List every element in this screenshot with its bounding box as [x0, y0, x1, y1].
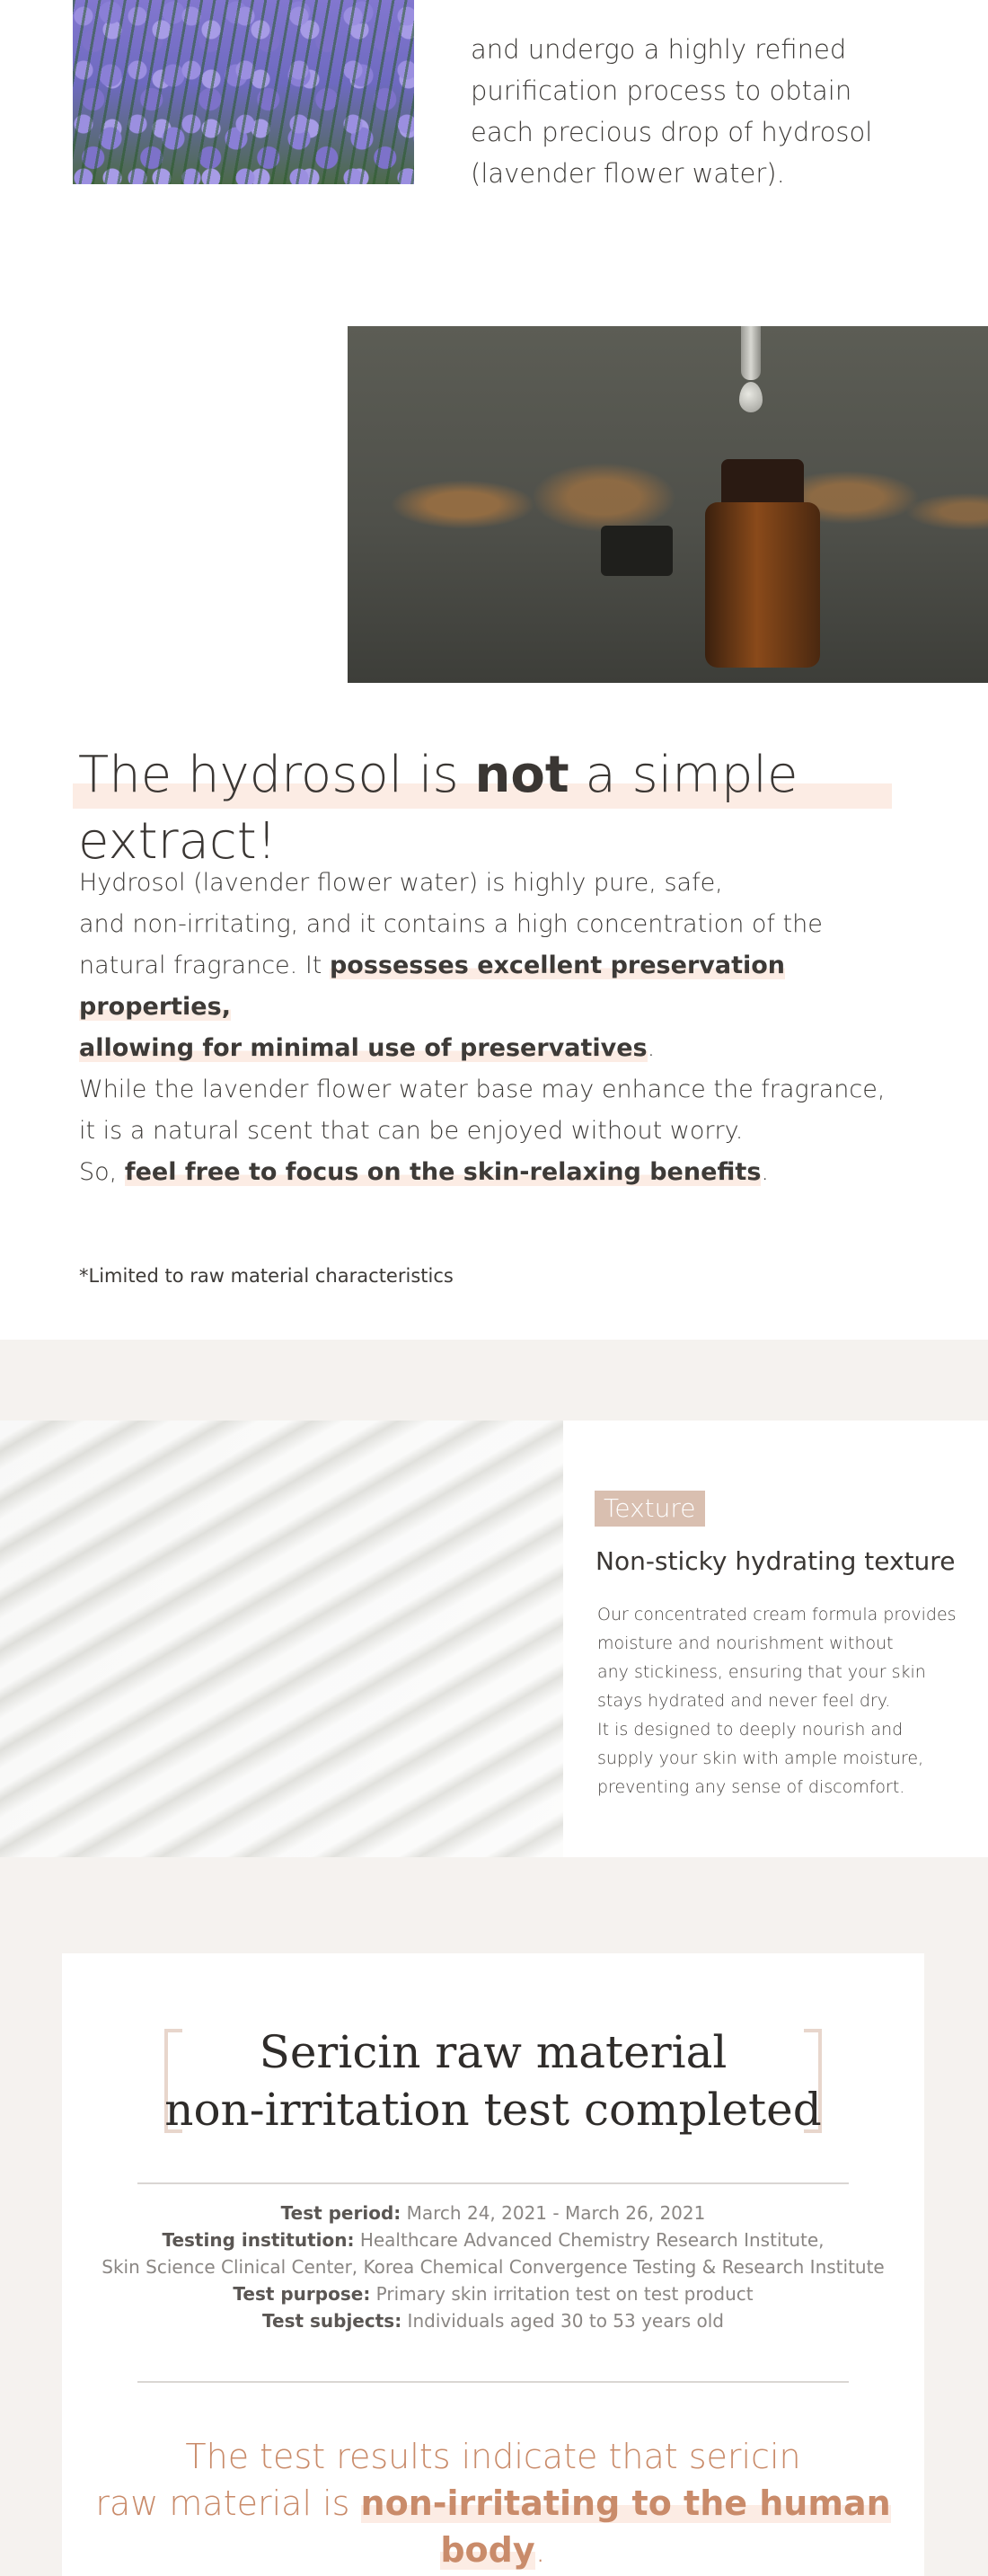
texture-panel	[563, 1421, 988, 1857]
test-result-line: The test results indicate that sericin	[185, 2437, 801, 2476]
intro-line: and undergo a highly refined	[471, 34, 847, 65]
test-institution-continued: Skin Science Clinical Center, Korea Chemical Convergence Testing & Research Institute	[101, 2256, 885, 2278]
test-result	[62, 2433, 924, 2573]
drop-shape	[739, 382, 763, 412]
paragraph-highlight: allowing for minimal use of preservatives	[79, 1034, 648, 1062]
test-result-line	[62, 2480, 924, 2573]
test-title	[62, 2023, 924, 2138]
texture-title: Non-sticky hydrating texture	[595, 1546, 956, 1576]
test-subjects	[62, 2307, 924, 2334]
test-institution	[62, 2226, 924, 2253]
paragraph-line	[79, 1028, 941, 1069]
test-title-line: non-irritation test completed	[164, 2084, 822, 2136]
paragraph-highlight: feel free to focus on the skin-relaxing benefits	[124, 1158, 762, 1186]
intro-line: purification process to obtain	[471, 75, 852, 106]
intro-text	[471, 29, 938, 194]
amber-bottle-shape	[705, 459, 820, 668]
test-label: Testing institution:	[162, 2229, 355, 2251]
divider	[137, 2381, 849, 2383]
headline	[73, 742, 892, 871]
test-value: Primary skin irritation test on test product	[370, 2283, 754, 2305]
intro-line: (lavender flower water).	[471, 158, 785, 189]
test-purpose	[62, 2280, 924, 2307]
texture-and-test-section	[0, 1340, 988, 2576]
headline-text: The hydrosol is	[78, 746, 475, 804]
divider	[137, 2182, 849, 2184]
texture-line: any stickiness, ensuring that your skin	[597, 1662, 926, 1682]
test-label: Test period:	[280, 2202, 401, 2224]
intro-line: each precious drop of hydrosol	[471, 117, 873, 147]
paragraph-line: it is a natural scent that can be enjoyed without worry.	[79, 1117, 744, 1145]
paragraph-line	[79, 945, 941, 1028]
test-details	[62, 2200, 924, 2334]
texture-line: supply your skin with ample moisture,	[597, 1748, 924, 1768]
cream-texture-image	[0, 1421, 563, 1857]
texture-description	[597, 1600, 975, 1801]
paragraph-highlight: possesses excellent preservation properties,	[79, 952, 786, 1021]
paragraph-fragrance	[79, 1069, 941, 1193]
texture-line: moisture and nourishment without	[597, 1633, 894, 1653]
paragraph-text: .	[647, 1034, 656, 1062]
test-result-text: .	[534, 2530, 546, 2570]
texture-line: It is designed to deeply nourish and	[597, 1720, 904, 1739]
test-result-highlight: non-irritating to the human body	[360, 2483, 891, 2570]
texture-tag: Texture	[595, 1491, 705, 1527]
test-label: Test purpose:	[233, 2283, 371, 2305]
paragraph-line	[79, 1152, 941, 1193]
bottle-cap-shape	[601, 526, 673, 576]
test-label: Test subjects:	[262, 2310, 402, 2332]
paragraph-line: While the lavender flower water base may enhance the fragrance,	[79, 1076, 886, 1103]
paragraph-text: .	[761, 1158, 769, 1186]
test-card	[62, 1953, 924, 2576]
texture-line: Our concentrated cream formula provides	[597, 1605, 957, 1624]
test-value: Healthcare Advanced Chemistry Research Institute,	[354, 2229, 825, 2251]
test-value: Individuals aged 30 to 53 years old	[401, 2310, 724, 2332]
footnote: *Limited to raw material characteristics	[79, 1265, 454, 1287]
paragraph-purity	[79, 863, 941, 1069]
dropper-shape	[741, 326, 761, 380]
paragraph-line: Hydrosol (lavender flower water) is highly pure, safe,	[79, 869, 723, 897]
lavender-field-image	[73, 0, 414, 184]
headline-emphasis: not	[474, 746, 569, 804]
paragraph-text: So,	[79, 1158, 125, 1186]
paragraph-text: natural fragrance. It	[79, 952, 330, 979]
test-title-line: Sericin raw material	[259, 2026, 728, 2078]
test-period	[62, 2200, 924, 2226]
test-value: March 24, 2021 - March 26, 2021	[401, 2202, 706, 2224]
texture-line: preventing any sense of discomfort.	[597, 1777, 905, 1797]
headline-text: a simple extract!	[78, 746, 798, 871]
texture-line: stays hydrated and never feel dry.	[597, 1691, 891, 1711]
test-result-text: raw material is	[95, 2483, 361, 2523]
paragraph-line: and non-irritating, and it contains a high concentration of the	[79, 910, 823, 938]
amber-bottle-image	[348, 326, 988, 683]
